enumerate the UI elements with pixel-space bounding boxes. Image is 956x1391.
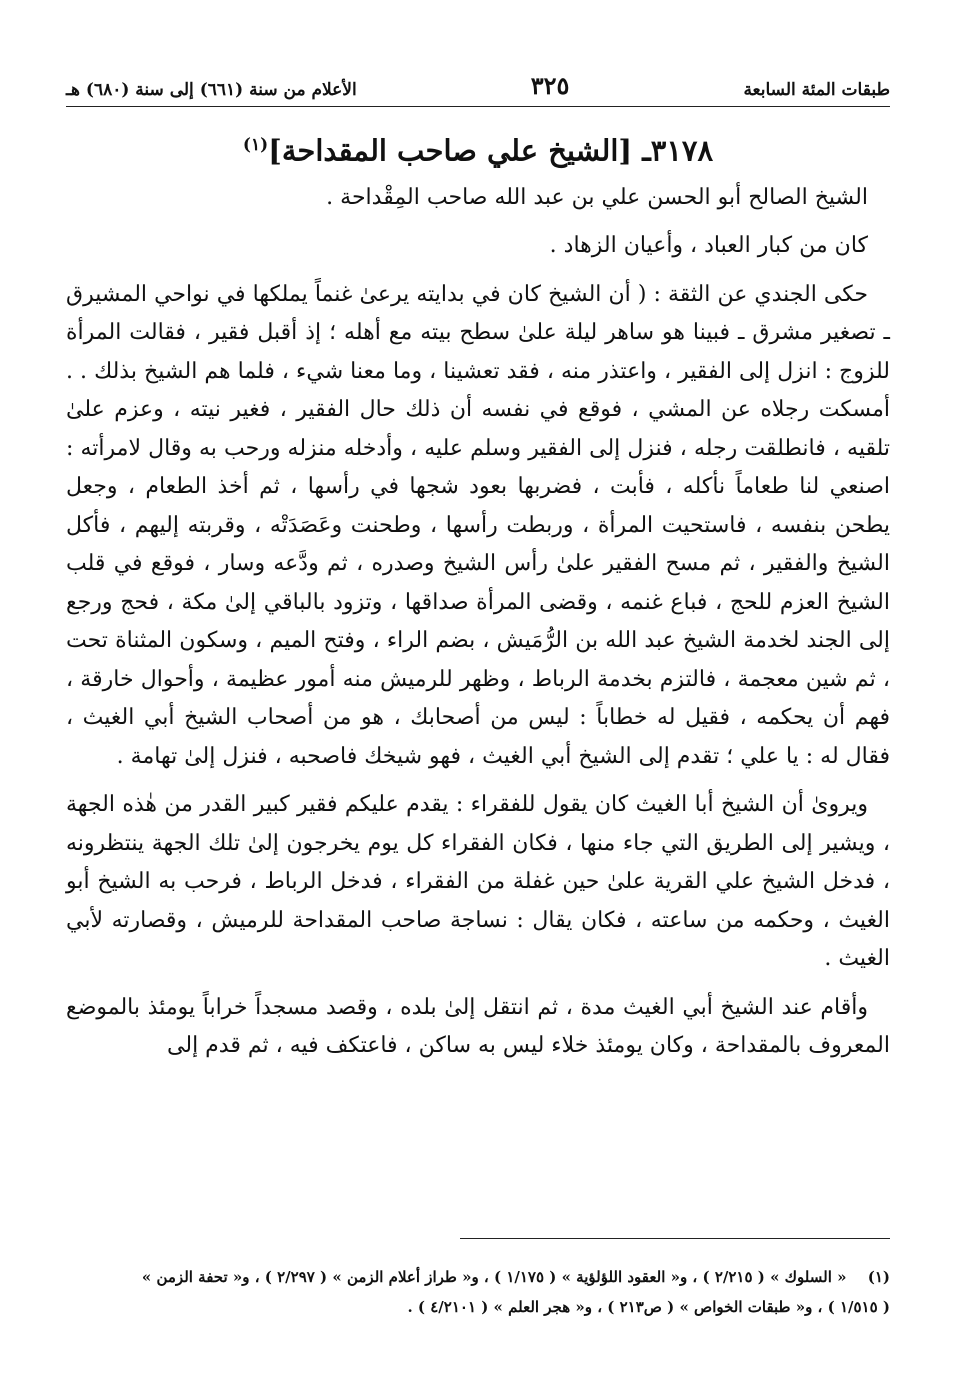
header-section-title: طبقات المئة السابعة [743, 80, 890, 100]
running-header [66, 60, 890, 107]
entry-title [66, 125, 890, 171]
footnote-reference: (١) [242, 135, 269, 155]
paragraph: حكى الجندي عن الثقة : ( أن الشيخ كان في بدايته يرعىٰ غنماً يملكها في نواحي المشيرق ـ تصغير مشرق ـ فبينا هو ساهر ليلة علىٰ سطح بيته مع أهله ؛ إذ أقبل فقير ، فقالت المرأة للزوج : انزل إلى الفقير ، واعتذر منه ، فقد تعشينا ، وما معنا شيء ، فلما هم الشيخ بذلك . . أمسكت رجلاه عن المشي ، فوقع في نفسه أن ذلك حال الفقير ، فغير نيته ، وعزم علىٰ تلقيه ، فانطلقت رجله ، فنزل إلى الفقير وسلم عليه ، وأدخله منزله ورحب به وقال لامرأته : اصنعي لنا طعاماً نأكله ، فأبت ، فضربها بعود شجها في رأسها ، ثم أخذ الطعام ، وجعل يطحن بنفسه ، فاستحيت المرأة ، وربطت رأسها ، وطحنت وعَصَدَتْه ، وقربته إليهم ، فأكل الشيخ والفقير ، ثم مسح الفقير علىٰ رأس الشيخ وصدره ، ثم ودَّعه وسار ، فوقع في قلب الشيخ العزم للحج ، فباع غنمه ، وقضى المرأة صداقها ، وتزود بالباقي إلىٰ مكة ، فحج ورجع إلى الجند لخدمة الشيخ عبد الله بن الرُّمَيش ، بضم الراء ، وفتح الميم ، وسكون المثناة تحت ، ثم شين معجمة ، فالتزم بخدمة الرباط ، وظهر للرميش منه أمور عظيمة ، وأحوال خارقة ، فهم أن يحكمه ، فقيل له خطاباً : ليس من أصحابك ، هو من أصحاب الشيخ أبي الغيث ، فقال له : يا علي ؛ تقدم إلى الشيخ أبي الغيث ، فهو شيخك فاصحبه ، فنزل إلىٰ تهامة . [66, 281, 890, 769]
footnotes [66, 1262, 890, 1322]
paragraph: ويروىٰ أن الشيخ أبا الغيث كان يقول للفقراء : يقدم عليكم فقير كبير القدر من هٰذه الجهة ، ويشير إلى الطريق التي جاء منها ، فكان الفقراء كل يوم يخرجون إلىٰ تلك الجهة ينتظرونه ، فدخل الشيخ علي القرية علىٰ حين غفلة من الفقراء ، فدخل الرباط ، فرحب به الشيخ أبو الغيث ، وحكمه من ساعته ، فكان يقال : نساجة صاحب المقداحة للرميش ، وقصارته لأبي الغيث . [66, 792, 890, 972]
paragraph: كان من كبار العباد ، وأعيان الزهاد . [549, 233, 868, 259]
footnote-line [66, 1292, 890, 1322]
page-number: ٣٢٥ [530, 71, 570, 100]
header-period-title: الأعلام من سنة (٦٦١) إلى سنة (٦٨٠) هـ [66, 80, 357, 100]
paragraph: وأقام عند الشيخ أبي الغيث مدة ، ثم انتقل إلىٰ بلده ، وقصد مسجداً خراباً يومئذ بالموضع المعروف بالمقداحة ، وكان يومئذ خلاء ليس به ساكن ، فاعتكف فيه ، ثم قدم إلى [66, 994, 890, 1059]
body-text [66, 179, 890, 1066]
footnote-marker: (١) [867, 1268, 890, 1286]
footnote-text: « السلوك » ( ٢/٢١٥ ) ، و« العقود اللؤلؤية » ( ١/١٧٥ ) ، و« طراز أعلام الزمن » ( ٢/٢٩٧ ) ، و« تحفة الزمن » [141, 1268, 847, 1286]
footnote-line [66, 1262, 890, 1292]
paragraph: الشيخ الصالح أبو الحسن علي بن عبد الله صاحب المِقْداحة . [326, 184, 868, 210]
footnote-text: ( ١/٥١٥ ) ، و« طبقات الخواص » ( ص٢١٣ ) ، و« هجر العلم » ( ٤/٢١٠١ ) . [407, 1298, 890, 1316]
footnote-divider [460, 1238, 890, 1239]
entry-title-text: ٣١٧٨ـ [الشيخ علي صاحب المقداحة] [268, 133, 714, 168]
